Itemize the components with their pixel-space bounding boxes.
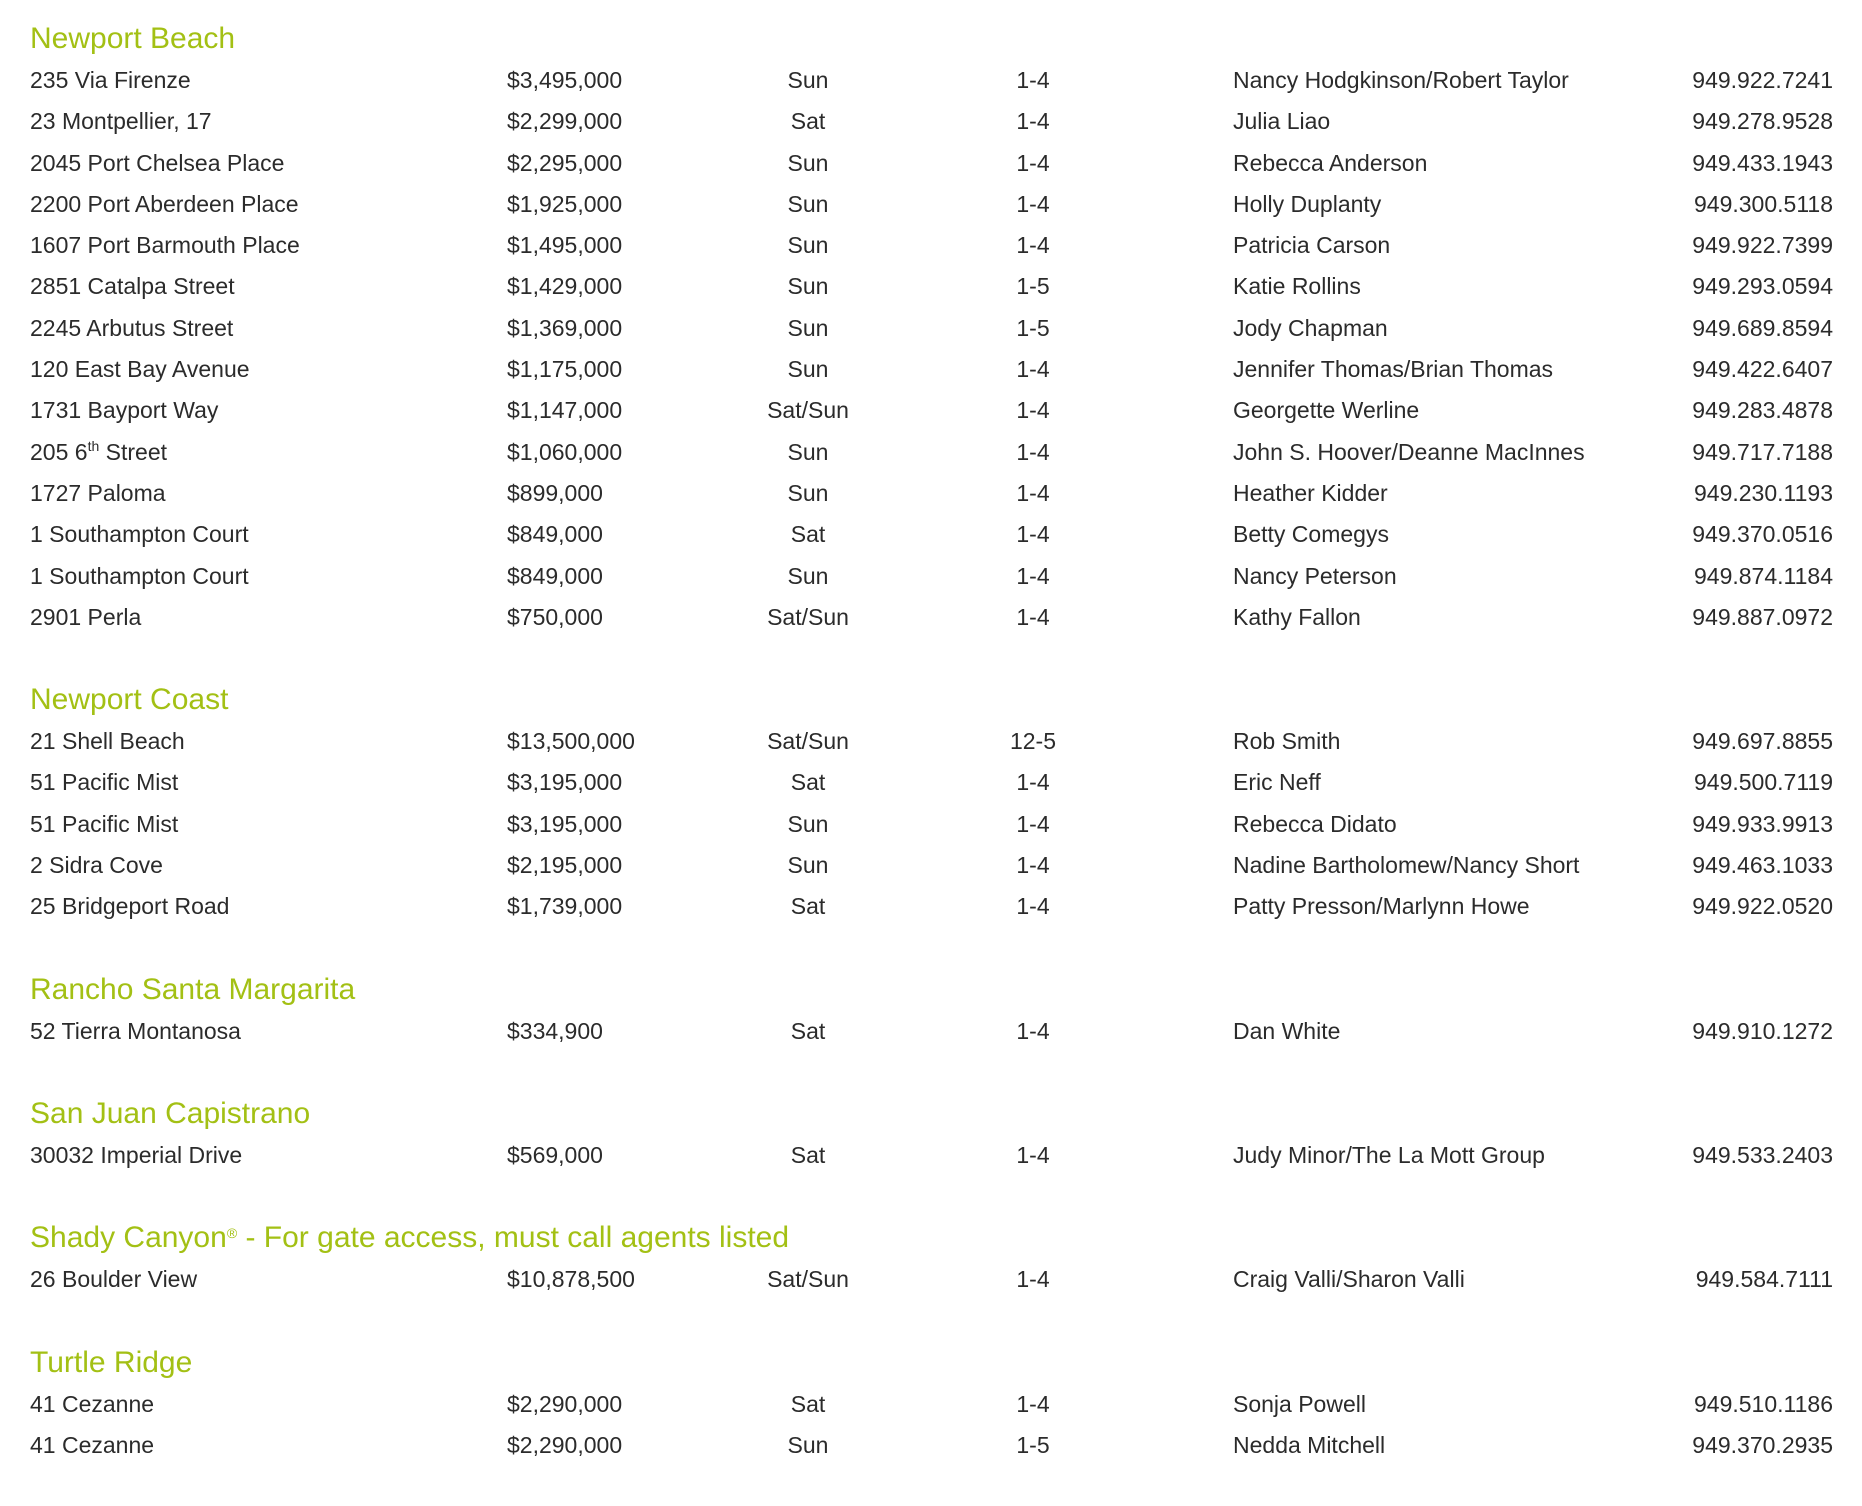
open-time: 1-4	[1016, 603, 1050, 630]
address	[30, 597, 141, 638]
agent-phone: 949.922.7241	[1692, 67, 1833, 93]
section-heading	[0, 1341, 1862, 1384]
address-text: 51 Pacific Mist	[30, 810, 179, 837]
listing-row	[0, 60, 1862, 101]
open-time: 1-4	[1016, 232, 1050, 259]
address-text: 26 Boulder View	[30, 1266, 198, 1293]
agent-name: Patty Presson/Marlynn Howe	[1233, 893, 1530, 920]
listing-row	[0, 432, 1862, 473]
open-day: Sun	[787, 1431, 829, 1458]
agent-phone: 949.717.7188	[1692, 438, 1833, 465]
open-time: 1-4	[1016, 521, 1050, 548]
open-day: Sun	[787, 438, 829, 465]
open-house-listing	[0, 17, 1862, 1506]
price: $1,495,000	[507, 232, 623, 259]
section-heading-name: Shady Canyon	[30, 1221, 227, 1255]
agent-name: Judy Minor/The La Mott Group	[1233, 1141, 1545, 1168]
listing-row	[0, 390, 1862, 431]
listing-row	[0, 1011, 1862, 1052]
agent-phone: 949.922.7399	[1692, 232, 1833, 259]
price: $849,000	[507, 521, 603, 548]
listing-row	[0, 514, 1862, 555]
section-turtle-ridge	[0, 1341, 1862, 1467]
open-day: Sat	[790, 521, 826, 548]
agent-name: Sonja Powell	[1233, 1390, 1366, 1417]
section-shady-canyon	[0, 1216, 1862, 1300]
open-day: Sat	[790, 108, 826, 135]
open-day: Sun	[787, 479, 829, 506]
open-time: 1-5	[1016, 273, 1050, 300]
price: $2,290,000	[507, 1390, 623, 1417]
agent-phone: 949.230.1193	[1694, 479, 1833, 506]
price: $899,000	[507, 479, 603, 506]
address-text: 2245 Arbutus Street	[30, 314, 234, 341]
address	[30, 225, 300, 266]
address	[30, 886, 229, 927]
open-time: 1-4	[1016, 108, 1050, 135]
price: $849,000	[507, 562, 603, 589]
open-time: 12-5	[1009, 728, 1057, 755]
address-text: 25 Bridgeport Road	[30, 893, 230, 920]
price: $334,900	[507, 1017, 603, 1044]
address-text: 51 Pacific Mist	[30, 769, 179, 796]
open-time: 1-4	[1016, 769, 1050, 796]
address-text: 205 6	[30, 438, 88, 465]
open-time: 1-4	[1016, 1141, 1050, 1168]
agent-phone: 949.463.1033	[1692, 852, 1833, 879]
listing-row	[0, 1384, 1862, 1425]
open-time: 1-4	[1016, 1017, 1050, 1044]
open-day: Sat	[790, 1390, 826, 1417]
address-text: 235 Via Firenze	[30, 67, 191, 93]
price: $10,878,500	[507, 1266, 635, 1293]
agent-phone: 949.370.0516	[1692, 521, 1833, 548]
price: $1,925,000	[507, 190, 623, 217]
address	[30, 845, 163, 886]
address-text: 2901 Perla	[30, 603, 142, 630]
listing-row	[0, 266, 1862, 307]
address	[30, 266, 235, 307]
listing-row	[0, 184, 1862, 225]
open-time: 1-4	[1016, 67, 1050, 93]
open-time: 1-4	[1016, 1390, 1050, 1417]
price: $3,195,000	[507, 810, 623, 837]
agent-name: John S. Hoover/Deanne MacInnes	[1233, 438, 1585, 465]
agent-phone: 949.510.1186	[1694, 1390, 1833, 1417]
agent-name: Georgette Werline	[1233, 397, 1420, 424]
price: $2,295,000	[507, 149, 623, 176]
open-day: Sun	[787, 190, 829, 217]
agent-name: Jennifer Thomas/Brian Thomas	[1233, 356, 1554, 383]
listing-row	[0, 804, 1862, 845]
open-day: Sat	[790, 893, 826, 920]
address	[30, 1011, 241, 1052]
section-newport-coast	[0, 678, 1862, 927]
registered-mark: ®	[226, 1225, 238, 1242]
agent-phone: 949.370.2935	[1692, 1431, 1833, 1458]
open-time: 1-4	[1016, 562, 1050, 589]
address	[30, 721, 185, 762]
agent-phone: 949.689.8594	[1692, 314, 1833, 341]
open-day: Sun	[787, 273, 829, 300]
open-day: Sun	[787, 562, 829, 589]
address	[30, 390, 218, 431]
address	[30, 143, 284, 184]
agent-name: Nadine Bartholomew/Nancy Short	[1233, 852, 1580, 879]
price: $1,060,000	[507, 438, 623, 465]
listing-row	[0, 101, 1862, 142]
open-time: 1-5	[1016, 1431, 1050, 1458]
open-day: Sat	[790, 1141, 826, 1168]
open-day: Sat/Sun	[767, 397, 849, 424]
address-text: 2200 Port Aberdeen Place	[30, 190, 299, 217]
price: $750,000	[507, 603, 603, 630]
address	[30, 762, 178, 803]
price: $1,175,000	[507, 356, 623, 383]
open-day: Sun	[787, 356, 829, 383]
listing-row	[0, 556, 1862, 597]
open-day: Sat/Sun	[767, 1266, 849, 1293]
open-day: Sun	[787, 810, 829, 837]
address	[30, 1384, 154, 1425]
open-time: 1-4	[1016, 479, 1050, 506]
address	[30, 60, 191, 101]
listing-row	[0, 1259, 1862, 1300]
listing-row	[0, 886, 1862, 927]
agent-name: Nancy Peterson	[1233, 562, 1397, 589]
open-time: 1-4	[1016, 810, 1050, 837]
price: $569,000	[507, 1141, 603, 1168]
address-tail: Street	[99, 438, 168, 465]
agent-name: Heather Kidder	[1233, 479, 1388, 506]
address-text: 52 Tierra Montanosa	[30, 1017, 241, 1044]
price: $3,195,000	[507, 769, 623, 796]
agent-name: Katie Rollins	[1233, 273, 1361, 300]
price: $1,147,000	[507, 397, 623, 424]
agent-name: Rebecca Anderson	[1233, 149, 1428, 176]
agent-phone: 949.910.1272	[1692, 1017, 1833, 1044]
listing-row	[0, 1135, 1862, 1176]
agent-phone: 949.922.0520	[1692, 893, 1833, 920]
listing-row	[0, 845, 1862, 886]
agent-name: Nedda Mitchell	[1233, 1431, 1386, 1458]
agent-phone: 949.433.1943	[1692, 149, 1833, 176]
section-heading	[0, 17, 1862, 60]
open-day: Sat	[790, 1017, 826, 1044]
address-text: 2851 Catalpa Street	[30, 273, 235, 300]
price: $1,739,000	[507, 893, 623, 920]
agent-phone: 949.533.2403	[1692, 1141, 1833, 1168]
address	[30, 349, 250, 390]
price: $1,369,000	[507, 314, 623, 341]
listing-row	[0, 721, 1862, 762]
open-day: Sun	[787, 314, 829, 341]
section-heading-name: Rancho Santa Margarita	[30, 972, 356, 1006]
address-text: 23 Montpellier, 17	[30, 108, 212, 135]
open-day: Sun	[787, 67, 829, 93]
agent-name: Jody Chapman	[1233, 314, 1388, 341]
section-san-juan-capistrano	[0, 1092, 1862, 1176]
price: $2,195,000	[507, 852, 623, 879]
address-text: 1731 Bayport Way	[30, 397, 219, 424]
address-text: 41 Cezanne	[30, 1431, 155, 1458]
agent-name: Betty Comegys	[1233, 521, 1389, 548]
listing-row	[0, 143, 1862, 184]
agent-phone: 949.300.5118	[1694, 190, 1833, 217]
address-text: 1 Southampton Court	[30, 562, 249, 589]
address	[30, 473, 166, 514]
address-text: 1 Southampton Court	[30, 521, 249, 548]
open-time: 1-4	[1016, 852, 1050, 879]
agent-name: Holly Duplanty	[1233, 190, 1382, 217]
address	[30, 101, 212, 142]
agent-name: Eric Neff	[1233, 769, 1321, 796]
agent-name: Dan White	[1233, 1017, 1341, 1044]
address	[30, 184, 299, 225]
open-time: 1-4	[1016, 438, 1050, 465]
agent-phone: 949.278.9528	[1692, 108, 1833, 135]
open-time: 1-4	[1016, 1266, 1050, 1293]
open-time: 1-4	[1016, 397, 1050, 424]
section-heading	[0, 1092, 1862, 1135]
address-text: 1727 Paloma	[30, 479, 166, 506]
agent-name: Craig Valli/Sharon Valli	[1233, 1266, 1465, 1293]
section-heading-name: Turtle Ridge	[30, 1345, 193, 1379]
section-newport-beach	[0, 17, 1862, 638]
section-heading-name: Newport Beach	[30, 22, 236, 55]
open-time: 1-4	[1016, 356, 1050, 383]
price: $2,299,000	[507, 108, 623, 135]
address	[30, 308, 233, 349]
address-text: 120 East Bay Avenue	[30, 356, 250, 383]
agent-phone: 949.887.0972	[1692, 603, 1833, 630]
address-text: 21 Shell Beach	[30, 728, 185, 755]
agent-name: Patricia Carson	[1233, 232, 1391, 259]
section-heading	[0, 968, 1862, 1011]
price: $1,429,000	[507, 273, 623, 300]
address	[30, 1135, 242, 1176]
address	[30, 514, 249, 555]
agent-phone: 949.874.1184	[1694, 562, 1833, 589]
agent-name: Julia Liao	[1233, 108, 1331, 135]
agent-name: Rob Smith	[1233, 728, 1341, 755]
agent-phone: 949.697.8855	[1692, 728, 1833, 755]
address	[30, 556, 249, 597]
section-heading-name: San Juan Capistrano	[30, 1096, 311, 1130]
price: $13,500,000	[507, 728, 635, 755]
address	[30, 432, 167, 473]
address	[30, 1425, 154, 1466]
open-time: 1-4	[1016, 190, 1050, 217]
address-text: 41 Cezanne	[30, 1390, 155, 1417]
open-time: 1-4	[1016, 149, 1050, 176]
price: $2,290,000	[507, 1431, 623, 1458]
agent-phone: 949.500.7119	[1694, 769, 1833, 796]
open-day: Sat/Sun	[767, 603, 849, 630]
address	[30, 804, 178, 845]
listing-row	[0, 473, 1862, 514]
address-text: 2045 Port Chelsea Place	[30, 149, 285, 176]
agent-name: Rebecca Didato	[1233, 810, 1397, 837]
listing-row	[0, 762, 1862, 803]
address-text: 2 Sidra Cove	[30, 852, 163, 879]
agent-name: Nancy Hodgkinson/Robert Taylor	[1233, 67, 1569, 93]
open-time: 1-4	[1016, 893, 1050, 920]
section-heading-note: - For gate access, must call agents listed	[237, 1221, 790, 1255]
section-rancho-santa-margarita	[0, 968, 1862, 1052]
listing-row	[0, 225, 1862, 266]
address-text: 1607 Port Barmouth Place	[30, 232, 300, 259]
agent-name: Kathy Fallon	[1233, 603, 1361, 630]
agent-phone: 949.283.4878	[1692, 397, 1833, 424]
open-day: Sun	[787, 232, 829, 259]
agent-phone: 949.293.0594	[1692, 273, 1833, 300]
open-day: Sat/Sun	[767, 728, 849, 755]
address-text: 30032 Imperial Drive	[30, 1141, 243, 1168]
open-day: Sun	[787, 852, 829, 879]
listing-row	[0, 1425, 1862, 1466]
listing-row	[0, 308, 1862, 349]
agent-phone: 949.584.7111	[1695, 1266, 1833, 1293]
agent-phone: 949.422.6407	[1692, 356, 1833, 383]
open-day: Sun	[787, 149, 829, 176]
open-day: Sat	[790, 769, 826, 796]
address-ordinal: th	[87, 437, 100, 454]
price: $3,495,000	[507, 67, 623, 93]
open-time: 1-5	[1016, 314, 1050, 341]
listing-row	[0, 349, 1862, 390]
section-heading	[0, 1216, 1862, 1259]
section-heading	[0, 678, 1862, 721]
agent-phone: 949.933.9913	[1692, 810, 1833, 837]
listing-row	[0, 597, 1862, 638]
address	[30, 1259, 197, 1300]
section-heading-name: Newport Coast	[30, 683, 229, 717]
